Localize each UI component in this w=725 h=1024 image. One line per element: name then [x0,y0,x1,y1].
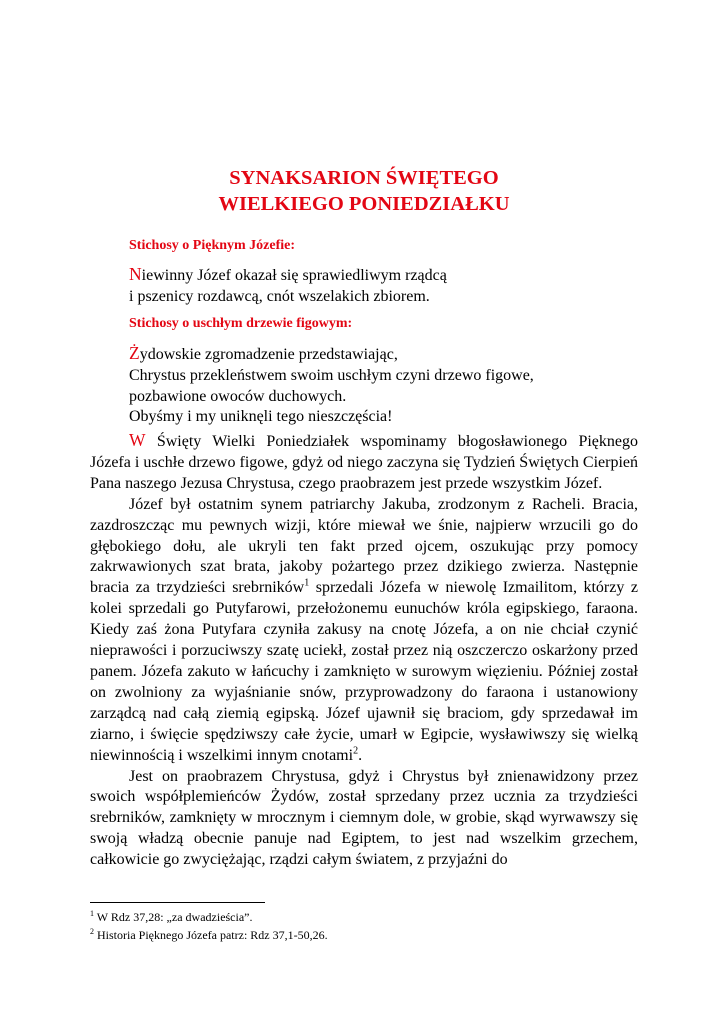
paragraph-text: sprzedali Józefa w niewolę Izmailitom, którzy z kolei sprzedali go Putyfarowi, przełożonemu eunuchów króla egipskiego, faraona. Kiedy zaś żona Putyfara czyniła zakusy na cnotę Józefa, a on nie chciał czynić nieprawości i porzuciwszy szatę uciekł, został przez nią oszczerczo oskarżony przed panem. Józefa zakuto w łańcuchy i zamknięto w surowym więzieniu. Później został on zwolniony za wyjaśnianie snów, przyprowadzony do faraona i ustanowiony zarządcą nad całą ziemią egipską. Józef ujawnił się braciom, gdy sprzedawał im ziarno, i święcie spędziwszy całe życie, umarł w Egipcie, wysławiwszy się wielką niewinnością i wszelkimi innym cnotami [90,579,639,764]
stichos-verse-joseph [129,264,638,308]
footnote-separator [90,902,265,903]
title-line-2: WIELKIEGO PONIEDZIAŁKU [218,193,510,215]
paragraph-text: . [358,746,363,764]
verse-line [129,264,638,287]
footnote-number: 1 [90,909,94,918]
verse-line: pozbawione owoców duchowych. [129,387,347,405]
footnote-1 [90,907,638,925]
footnote-2 [90,925,638,943]
verse-line [129,343,638,366]
stichos-heading-fig-tree: Stichosy o uschłym drzewie figowym: [129,316,353,331]
title-line-1: SYNAKSARION ŚWIĘTEGO [229,167,499,189]
stichos-verse-fig-tree [129,343,638,428]
verse-line: i pszenicy rozdawcą, cnót wszelakich zbiorem. [129,287,430,305]
page-title [90,165,638,217]
footnote-text: W Rdz 37,28: „za dwadzieścia”. [94,910,253,924]
body-paragraph-2 [90,495,638,767]
footnote-text: Historia Pięknego Józefa patrz: Rdz 37,1-50,26. [94,927,328,942]
body-paragraph-1 [90,430,638,495]
verse-line: Chrystus przekleństwem swoim uschłym czyni drzewo figowe, [129,366,534,384]
verse-text: ydowskie zgromadzenie przedstawiając, [139,346,398,363]
paragraph-text: Święty Wielki Poniedziałek wspominamy błogosławionego Pięknego Józefa i uschłe drzewo figowe, gdyż od niego zaczyna się Tydzień Świętych Cierpień Pana naszego Jezusa Chrystusa, czego praobrazem jest przede wszystkim Józef. [90,433,638,492]
verse-text: iewinny Józef okazał się sprawiedliwym rządcą [141,267,447,284]
paragraph-text: Józef był ostatnim synem patriarchy Jakuba, zrodzonym z Racheli. Bracia, zazdroszcząc mu pewnych wizji, które miewał we śnie, najpierw wrzucili go do głębokiego dołu, ale ukryli ten fakt przed ojcem, oszukując przy pomocy zakrwawionych szat brata, jakoby pożartego przez dzikiego zwierza. Następnie bracia za trzydzieści srebrników [90,495,638,597]
synaxarion-body [90,430,638,871]
footnote-number: 2 [90,926,94,936]
red-initial: N [129,264,142,284]
stichos-heading-joseph: Stichosy o Pięknym Józefie: [129,238,296,253]
footnotes [90,907,638,942]
verse-line: Obyśmy i my uniknęli tego nieszczęścia! [129,408,393,426]
red-initial: Ż [129,343,140,363]
red-initial: W [129,430,146,450]
footnote-ref-1[interactable]: 1 [304,578,310,590]
body-paragraph-3: Jest on praobrazem Chrystusa, gdyż i Chrystus był znienawidzony przez swoich współplemieńców Żydów, został sprzedany przez ucznia za trzydzieści srebrników, zamknięty w mrocznym i ciemnym dole, w grobie, skąd wyrwawszy się swoją władzą obecnie panuje nad Egiptem, to jest nad wszelkim grzechem, całkowicie go zwyciężając, rządzi całym światem, z przyjaźni do [90,767,638,869]
footnote-ref-2[interactable]: 2 [353,745,359,757]
